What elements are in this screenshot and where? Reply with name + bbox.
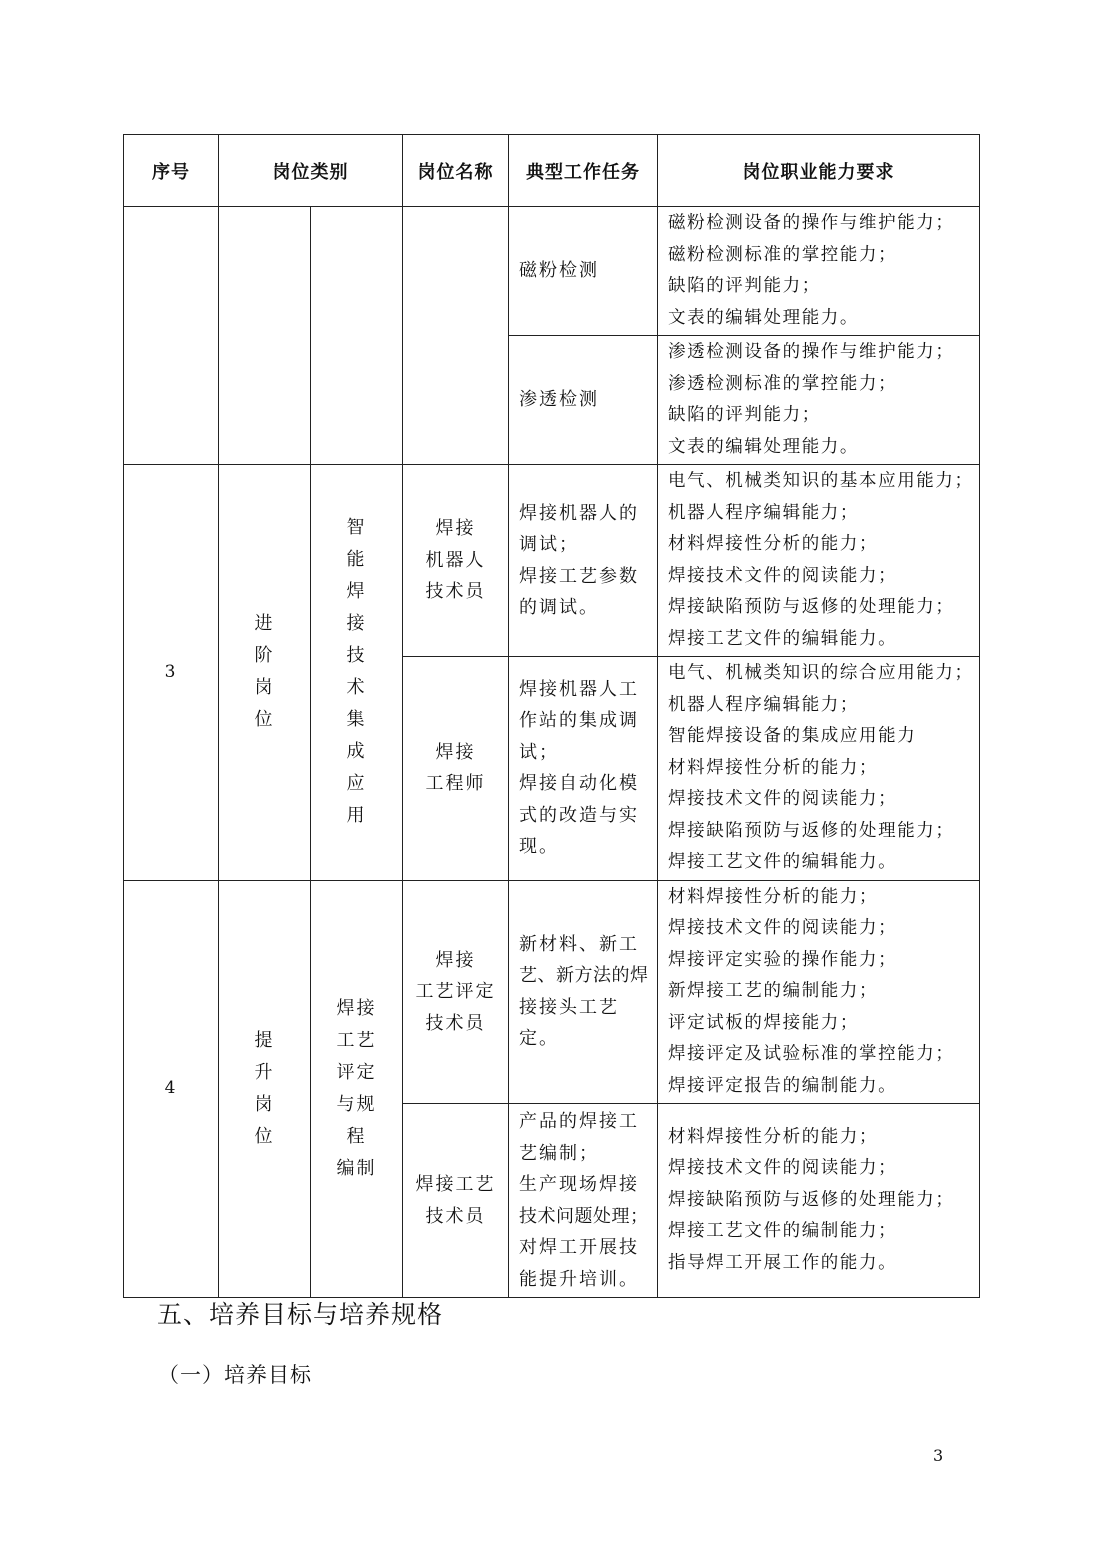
position-cell-continued <box>403 207 509 465</box>
table-row <box>124 207 980 336</box>
requirement-line: 焊接缺陷预防与返修的处理能力； <box>668 1189 955 1210</box>
position-text <box>416 1169 496 1232</box>
subcategory-line: 与规程 <box>336 1093 377 1147</box>
requirements-cell <box>658 1104 980 1298</box>
seq-cell: 3 <box>124 465 219 881</box>
task-cell <box>509 880 658 1104</box>
position-cell <box>403 657 509 881</box>
position-cell <box>403 465 509 657</box>
requirement-line: 焊接缺陷预防与返修的处理能力； <box>668 597 955 617</box>
task-line: 试； <box>519 741 559 763</box>
requirement-line: 评定试板的焊接能力； <box>668 1012 859 1033</box>
requirement-line: 焊接技术文件的阅读能力； <box>668 918 898 938</box>
task-line: 式的改造与实 <box>519 804 639 826</box>
requirement-line: 文表的编辑处理能力。 <box>668 307 859 328</box>
task-line: 焊接机器人工 <box>519 678 639 700</box>
task-line: 焊接机器人的 <box>519 502 639 524</box>
requirement-line: 焊接缺陷预防与返修的处理能力； <box>668 820 955 841</box>
requirements-cell <box>658 657 980 881</box>
table-row <box>124 880 980 1104</box>
requirement-line: 焊接评定报告的编制能力。 <box>668 1075 898 1096</box>
task-line: 焊接工艺参数 <box>519 565 639 587</box>
category-text: 提升岗位 <box>254 1029 275 1147</box>
task-line: 磁粉检测 <box>519 260 599 282</box>
task-line: 新材料、新工 <box>519 933 639 955</box>
requirement-line: 焊接技术文件的阅读能力； <box>668 789 898 809</box>
header-requirements: 岗位职业能力要求 <box>658 135 980 207</box>
requirement-line: 焊接技术文件的阅读能力； <box>668 1158 898 1179</box>
position-line: 技术员 <box>425 581 486 603</box>
subcategory-line: 工艺 <box>336 1029 377 1051</box>
subcategory-cell <box>311 880 403 1298</box>
position-line: 焊接 <box>435 518 476 540</box>
position-line: 机器人 <box>425 549 486 571</box>
requirement-line: 缺陷的评判能力； <box>668 405 821 425</box>
requirement-line: 电气、机械类知识的基本应用能力； <box>668 471 974 491</box>
category-cell <box>219 465 311 881</box>
task-cell <box>509 336 658 465</box>
table-row <box>124 465 980 657</box>
requirement-line: 新焊接工艺的编制能力； <box>668 981 879 1001</box>
requirement-line: 文表的编辑处理能力。 <box>668 436 859 457</box>
requirement-line: 材料焊接性分析的能力； <box>668 534 879 554</box>
requirement-line: 磁粉检测标准的掌控能力； <box>668 244 898 265</box>
job-competency-table <box>123 134 980 1298</box>
requirement-line: 机器人程序编辑能力； <box>668 694 859 715</box>
requirement-line: 机器人程序编辑能力； <box>668 502 859 523</box>
position-text <box>426 737 486 800</box>
requirement-line: 焊接评定及试验标准的掌控能力； <box>668 1044 955 1064</box>
task-line: 渗透检测 <box>519 389 599 411</box>
task-line: 生产现场焊接 <box>519 1174 639 1195</box>
requirement-line: 焊接工艺文件的编辑能力。 <box>668 852 898 872</box>
subcategory-line: 编制 <box>336 1157 377 1179</box>
position-line: 焊接 <box>435 741 476 763</box>
section-heading: 五、培养目标与培养规格 <box>157 1300 444 1329</box>
task-line: 艺编制； <box>519 1142 599 1164</box>
subcategory-text <box>333 993 380 1185</box>
task-line: 接接头工艺定。 <box>519 996 619 1050</box>
task-line: 焊接自动化模 <box>519 773 639 795</box>
requirements-cell <box>658 465 980 657</box>
task-line: 作站的集成调 <box>519 710 639 732</box>
subcategory-line: 评定 <box>336 1061 377 1083</box>
header-category: 岗位类别 <box>219 135 403 207</box>
requirement-line: 电气、机械类知识的综合应用能力； <box>668 663 974 683</box>
task-line: 现。 <box>519 836 559 858</box>
task-cell <box>509 207 658 336</box>
requirement-line: 材料焊接性分析的能力； <box>668 757 879 778</box>
subcategory-text: 智能焊接技术集成应用 <box>346 517 367 827</box>
requirements-cell <box>658 336 980 465</box>
requirement-line: 渗透检测设备的操作与维护能力； <box>668 342 955 362</box>
task-line: 产品的焊接工 <box>519 1111 639 1132</box>
requirement-line: 磁粉检测设备的操作与维护能力； <box>668 213 955 233</box>
task-cell <box>509 657 658 881</box>
position-text <box>426 513 486 608</box>
category-cell-continued <box>219 207 311 465</box>
table-header-row <box>124 135 980 207</box>
task-line: 对焊工开展技 <box>519 1237 639 1258</box>
task-line: 能提升培训。 <box>519 1268 639 1290</box>
requirement-line: 材料焊接性分析的能力； <box>668 1126 879 1147</box>
seq-cell: 4 <box>124 880 219 1298</box>
category-cell <box>219 880 311 1298</box>
requirement-line: 焊接技术文件的阅读能力； <box>668 565 898 586</box>
subcategory-cell <box>311 465 403 881</box>
header-seq: 序号 <box>124 135 219 207</box>
task-cell <box>509 1104 658 1298</box>
requirement-line: 缺陷的评判能力； <box>668 276 821 296</box>
requirement-line: 渗透检测标准的掌控能力； <box>668 373 898 394</box>
position-line: 技术员 <box>425 1012 486 1034</box>
requirement-line: 焊接工艺文件的编辑能力。 <box>668 628 898 649</box>
task-line: 的调试。 <box>519 597 599 618</box>
position-line: 焊接 <box>435 949 476 971</box>
requirements-cell <box>658 880 980 1104</box>
requirement-line: 指导焊工开展工作的能力。 <box>668 1252 898 1273</box>
seq-cell-continued <box>124 207 219 465</box>
position-text <box>416 945 496 1040</box>
requirement-line: 智能焊接设备的集成应用能力 <box>668 726 917 746</box>
position-line: 工艺评定 <box>415 981 496 1002</box>
subcategory-cell-continued <box>311 207 403 465</box>
requirement-line: 材料焊接性分析的能力； <box>668 886 879 907</box>
page-number: 3 <box>933 1446 944 1465</box>
subcategory-line: 焊接 <box>336 997 377 1019</box>
task-line: 艺、新方法的焊 <box>519 965 649 987</box>
position-line: 工程师 <box>425 773 486 795</box>
header-tasks: 典型工作任务 <box>509 135 658 207</box>
subsection-heading: （一）培养目标 <box>158 1363 312 1387</box>
header-position: 岗位名称 <box>403 135 509 207</box>
requirement-line: 焊接工艺文件的编制能力； <box>668 1221 898 1242</box>
position-line: 焊接工艺 <box>415 1174 496 1195</box>
category-text: 进阶岗位 <box>254 613 275 731</box>
position-cell <box>403 1104 509 1298</box>
requirements-cell <box>658 207 980 336</box>
position-cell <box>403 880 509 1104</box>
task-line: 技术问题处理； <box>519 1205 649 1227</box>
requirement-line: 焊接评定实验的操作能力； <box>668 949 898 970</box>
task-line: 调试； <box>519 534 579 555</box>
task-cell <box>509 465 658 657</box>
position-line: 技术员 <box>425 1205 486 1227</box>
